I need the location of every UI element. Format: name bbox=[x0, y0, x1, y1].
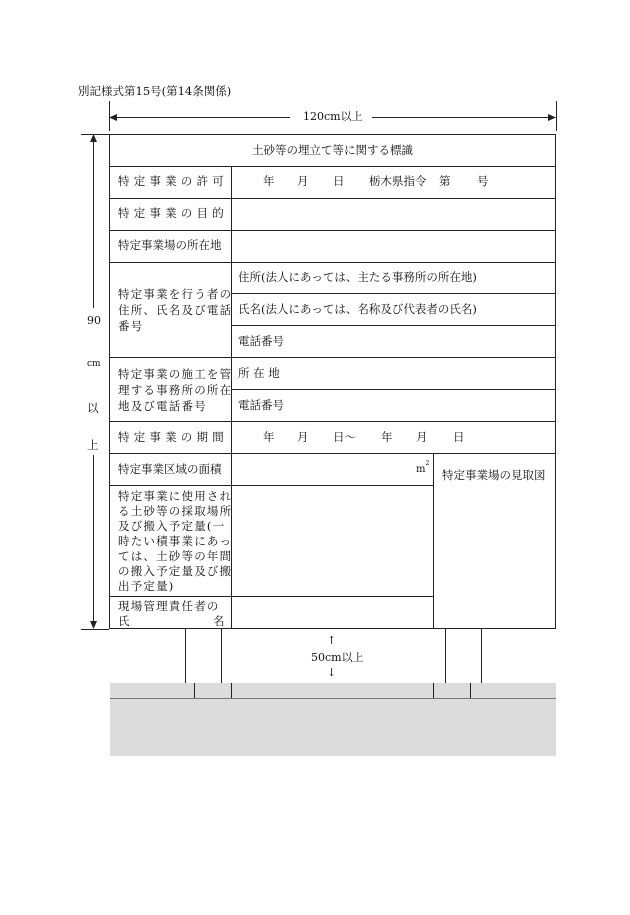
post-arrow-up: ↑ bbox=[327, 634, 337, 647]
sign-title: 土砂等の埋立て等に関する標識 bbox=[252, 143, 413, 157]
row-divider bbox=[109, 262, 556, 263]
row-divider bbox=[109, 596, 433, 597]
height-label-cm: cm bbox=[87, 359, 101, 369]
manager-label-line1: 現場管理責任者の bbox=[118, 599, 220, 613]
period-end-year: 年 bbox=[381, 430, 393, 444]
purpose-label: 特定事業の目的 bbox=[118, 206, 228, 220]
form-number: 別記様式第15号(第14条関係) bbox=[78, 84, 232, 98]
row-divider bbox=[109, 485, 433, 486]
height-label-ijou1: 以 bbox=[87, 401, 99, 415]
width-arrow-line-left bbox=[112, 117, 290, 118]
row-divider bbox=[109, 453, 556, 454]
sketch-column-divider bbox=[433, 453, 434, 629]
row-divider bbox=[109, 421, 556, 422]
operator-phone: 電話番号 bbox=[238, 334, 284, 348]
period-label: 特定事業の期間 bbox=[118, 430, 228, 444]
height-line-lower bbox=[93, 455, 94, 623]
ground bbox=[110, 683, 556, 756]
period-end-month: 月 bbox=[416, 430, 428, 444]
post-buried-left-a bbox=[194, 683, 195, 698]
post-left-inner bbox=[221, 629, 222, 683]
manager-label-shi: 氏 bbox=[118, 614, 130, 628]
permit-day: 日 bbox=[333, 174, 345, 188]
soil-label-line4: 時たい積事業にあっ bbox=[118, 534, 233, 548]
row-divider bbox=[231, 293, 556, 294]
operator-label-line3: 番号 bbox=[118, 319, 144, 333]
height-arrow-down-icon bbox=[89, 621, 98, 629]
area-unit: $m^2$ bbox=[416, 460, 430, 475]
permit-label: 特定事業の許可 bbox=[118, 174, 228, 188]
operator-name: 氏名(法人にあっては、名称及び代表者の氏名) bbox=[238, 302, 477, 316]
contractor-label-line2: 理する事務所の所在 bbox=[118, 383, 233, 397]
row-divider bbox=[231, 325, 556, 326]
contractor-address: 所 在 地 bbox=[238, 366, 280, 380]
height-ext-bottom bbox=[81, 629, 109, 630]
soil-label-line1: 特定事業に使用され bbox=[118, 489, 233, 503]
soil-label-line3: 及び搬入予定量(一 bbox=[118, 519, 226, 533]
width-label: 120cm以上 bbox=[303, 110, 363, 123]
width-arrow-line-right bbox=[372, 117, 552, 118]
post-buried-left-b bbox=[231, 683, 232, 698]
height-arrow-up-icon bbox=[89, 134, 98, 142]
soil-label-line2: る土砂等の採取場所 bbox=[118, 504, 233, 518]
post-height-label: 50cm以上 bbox=[311, 651, 364, 664]
post-right-outer bbox=[481, 629, 482, 683]
post-buried-right-a bbox=[433, 683, 434, 698]
period-start-month: 月 bbox=[297, 430, 309, 444]
contractor-label-line3: 地及び電話番号 bbox=[118, 399, 207, 413]
period-end-day: 日 bbox=[453, 430, 465, 444]
permit-dai: 第 bbox=[439, 174, 451, 188]
width-arrow-right-icon bbox=[548, 113, 556, 122]
post-right-inner bbox=[445, 629, 446, 683]
permit-year: 年 bbox=[263, 174, 275, 188]
row-divider bbox=[109, 230, 556, 231]
sketch-label: 特定事業場の見取図 bbox=[442, 468, 546, 482]
permit-authority: 栃木県指令 bbox=[369, 174, 427, 188]
manager-label-mei: 名 bbox=[213, 614, 225, 628]
location-label: 特定事業場の所在地 bbox=[118, 238, 222, 252]
soil-label-line6: の搬入予定量及び搬 bbox=[118, 564, 233, 578]
area-label: 特定事業区域の面積 bbox=[118, 462, 222, 476]
soil-label-line5: ては、土砂等の年間 bbox=[118, 549, 233, 563]
soil-label-line7: 出予定量) bbox=[118, 579, 175, 593]
post-arrow-down: ↓ bbox=[327, 666, 337, 679]
post-buried-right-b bbox=[470, 683, 471, 698]
permit-month: 月 bbox=[297, 174, 309, 188]
height-line-upper bbox=[93, 140, 94, 308]
height-label-90: 90 bbox=[87, 314, 101, 327]
operator-address: 住所(法人にあっては、主たる事務所の所在地) bbox=[238, 270, 477, 284]
contractor-label-line1: 特定事業の施工を管 bbox=[118, 367, 233, 381]
row-divider bbox=[109, 166, 556, 167]
period-start-day: 日〜 bbox=[333, 430, 356, 444]
row-divider bbox=[109, 357, 556, 358]
row-divider bbox=[109, 198, 556, 199]
width-ext-right bbox=[556, 101, 557, 131]
permit-go: 号 bbox=[477, 174, 489, 188]
ground-surface-line bbox=[110, 698, 556, 699]
width-arrow-left-icon bbox=[109, 113, 117, 122]
period-start-year: 年 bbox=[263, 430, 275, 444]
operator-label-line1: 特定事業を行う者の bbox=[118, 287, 233, 301]
operator-label-line2: 住所、氏名及び電話 bbox=[118, 303, 233, 317]
post-left-outer bbox=[185, 629, 186, 683]
contractor-phone: 電話番号 bbox=[238, 398, 284, 412]
row-divider bbox=[231, 389, 556, 390]
height-label-ijou2: 上 bbox=[87, 438, 99, 452]
